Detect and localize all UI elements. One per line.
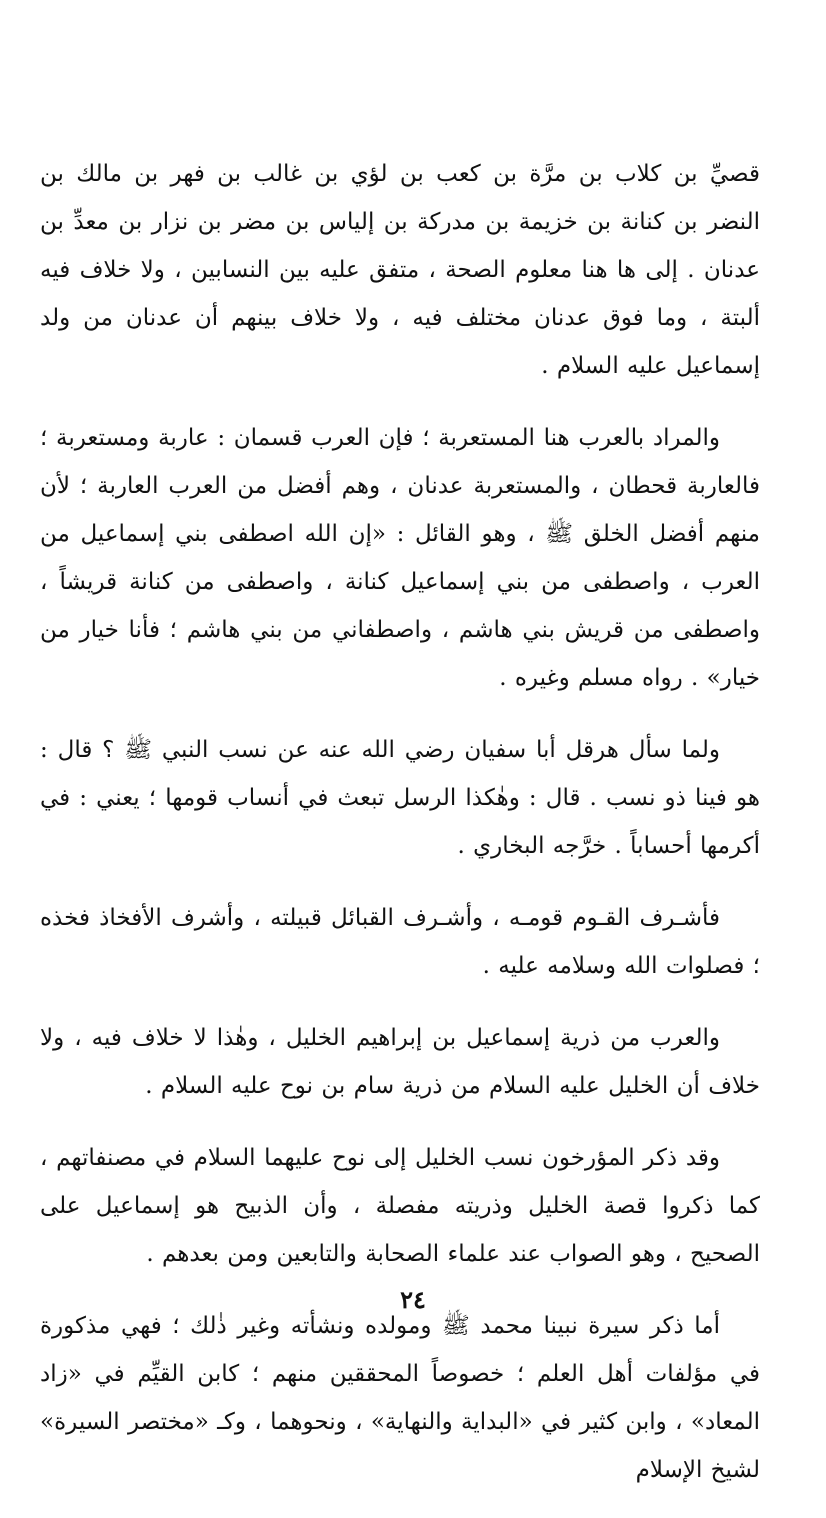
paragraph-historians: وقد ذكر المؤرخون نسب الخليل إلى نوح عليهما السلام في مصنفاتهم ، كما ذكروا قصة الخليل وذريته مفصلة ، وأن الذبيح هو إسماعيل على الصحيح ، وهو الصواب عند علماء الصحابة والتابعين ومن بعدهم . [40, 1145, 760, 1267]
paragraph-noblest-people: فأشـرف القـوم قومـه ، وأشـرف القبائل قبيلته ، وأشرف الأفخاذ فخذه ؛ فصلوات الله وسلامه عليه . [40, 905, 760, 979]
page-number: ٢٤ [400, 1285, 426, 1314]
paragraph-arabs-musta-riba: والمراد بالعرب هنا المستعربة ؛ فإن العرب قسمان : عاربة ومستعربة ؛ فالعاربة قحطان ، والمستعربة عدنان ، وهم أفضل من العرب العاربة ؛ لأن منهم أفضل الخلق ﷺ ، وهو القائل : «إن الله اصطفى بني إسماعيل من العرب ، واصطفى من بني إسماعيل كنانة ، واصطفى من كنانة قريشاً ، واصطفى من قريش بني هاشم ، واصطفاني من بني هاشم ؛ فأنا خيار من خيار» . رواه مسلم وغيره . [40, 425, 760, 691]
paragraph-heraclius: ولما سأل هرقل أبا سفيان رضي الله عنه عن نسب النبي ﷺ ؟ قال : هو فينا ذو نسب . قال : وهٰكذا الرسل تبعث في أنساب قومها ؛ يعني : في أكرمها أحساباً . خرَّجه البخاري . [40, 737, 760, 859]
paragraph-lineage: قصيِّ بن كلاب بن مرَّة بن كعب بن لؤي بن غالب بن فهر بن مالك بن النضر بن كنانة بن خزيمة بن مدركة بن إلياس بن مضر بن نزار بن معدِّ بن عدنان . إلى ها هنا معلوم الصحة ، متفق عليه بين النسابين ، ولا خلاف فيه ألبتة ، وما فوق عدنان مختلف فيه ، ولا خلاف بينهم أن عدنان من ولد إسماعيل عليه السلام . [40, 161, 760, 379]
paragraph-seerah-sources: أما ذكر سيرة نبينا محمد ﷺ ومولده ونشأته وغير ذٰلك ؛ فهي مذكورة في مؤلفات أهل العلم ؛ خصوصاً المحققين منهم ؛ كابن القيِّم في «زاد المعاد» ، وابن كثير في «البداية والنهاية» ، ونحوهما ، وكـ «مختصر السيرة» لشيخ الإسلام [40, 1313, 760, 1483]
paragraph-ismail-lineage: والعرب من ذرية إسماعيل بن إبراهيم الخليل ، وهٰذا لا خلاف فيه ، ولا خلاف أن الخليل عليه السلام من ذرية سام بن نوح عليه السلام . [40, 1025, 760, 1099]
